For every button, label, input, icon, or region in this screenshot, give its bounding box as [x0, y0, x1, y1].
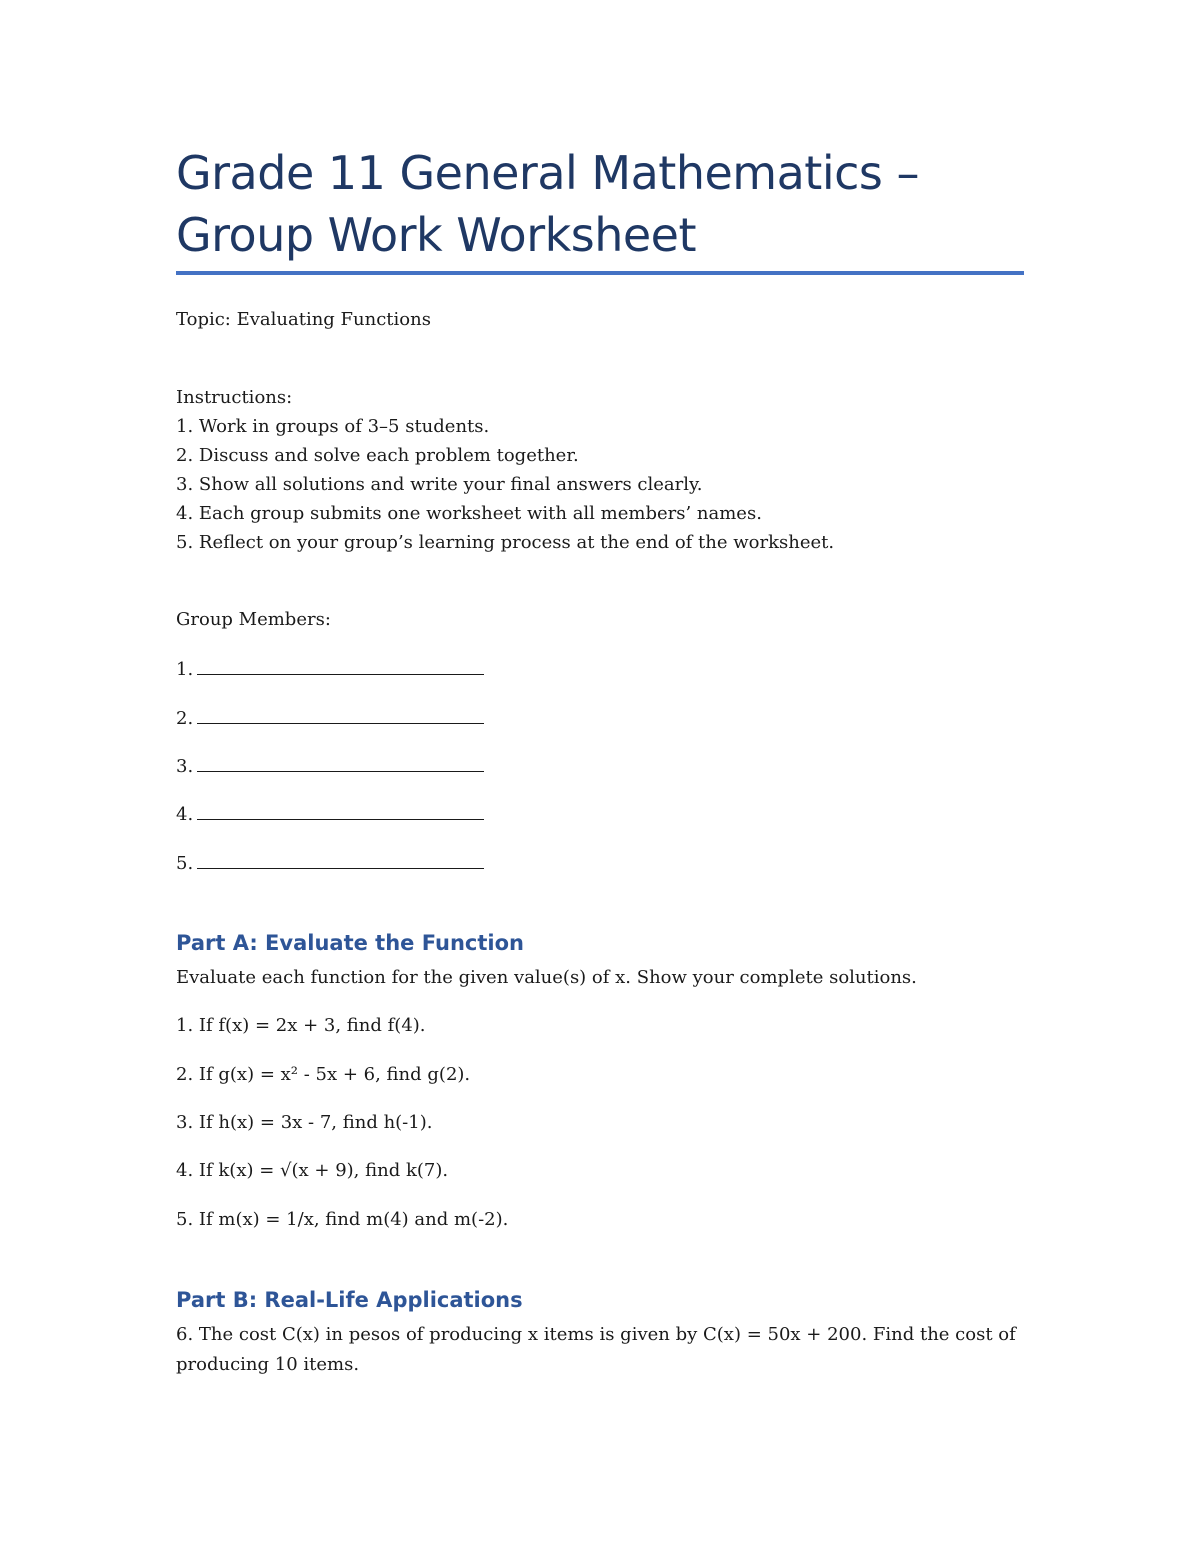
problem-3: 3. If h(x) = 3x - 7, find h(-1). [176, 1112, 433, 1133]
problem-6: 6. The cost C(x) in pesos of producing x items is given by C(x) = 50x + 200. Find the cost of producing 10 items. [176, 1324, 1016, 1375]
part-a-intro: Evaluate each function for the given value(s) of x. Show your complete solutions. [176, 967, 917, 988]
problem-1: 1. If f(x) = 2x + 3, find f(4). [176, 1015, 426, 1036]
instructions-heading: Instructions: [176, 387, 293, 408]
member-name-blank[interactable] [197, 799, 484, 820]
member-entry-3 [176, 751, 484, 781]
member-name-blank[interactable] [197, 848, 484, 869]
instruction-item: 3. Show all solutions and write your final answers clearly. [176, 474, 703, 495]
member-number: 2. [176, 708, 194, 729]
member-name-blank[interactable] [197, 751, 484, 772]
member-entry-2 [176, 703, 484, 733]
problem-2: 2. If g(x) = x² - 5x + 6, find g(2). [176, 1064, 471, 1085]
member-number: 5. [176, 853, 194, 874]
part-b-heading: Part B: Real-Life Applications [176, 1288, 523, 1312]
member-name-blank[interactable] [197, 703, 484, 724]
member-number: 3. [176, 756, 194, 777]
page-title: Grade 11 General Mathematics – Group Work Worksheet [176, 146, 919, 262]
instructions-list [176, 412, 834, 557]
title-underline [176, 271, 1024, 275]
instruction-item: 2. Discuss and solve each problem together. [176, 445, 579, 466]
instruction-item: 5. Reflect on your group’s learning process at the end of the worksheet. [176, 532, 835, 553]
member-entry-5 [176, 848, 484, 878]
group-members-heading: Group Members: [176, 609, 331, 630]
member-number: 1. [176, 659, 194, 680]
topic-line: Topic: Evaluating Functions [176, 309, 431, 330]
instruction-item: 1. Work in groups of 3–5 students. [176, 416, 490, 437]
problem-5: 5. If m(x) = 1/x, find m(4) and m(-2). [176, 1209, 509, 1230]
member-entry-4 [176, 799, 484, 829]
member-name-blank[interactable] [197, 654, 484, 675]
problem-4: 4. If k(x) = √(x + 9), find k(7). [176, 1160, 449, 1181]
member-number: 4. [176, 804, 194, 825]
instruction-item: 4. Each group submits one worksheet with all members’ names. [176, 503, 762, 524]
member-entry-1 [176, 654, 484, 684]
part-a-heading: Part A: Evaluate the Function [176, 931, 524, 955]
